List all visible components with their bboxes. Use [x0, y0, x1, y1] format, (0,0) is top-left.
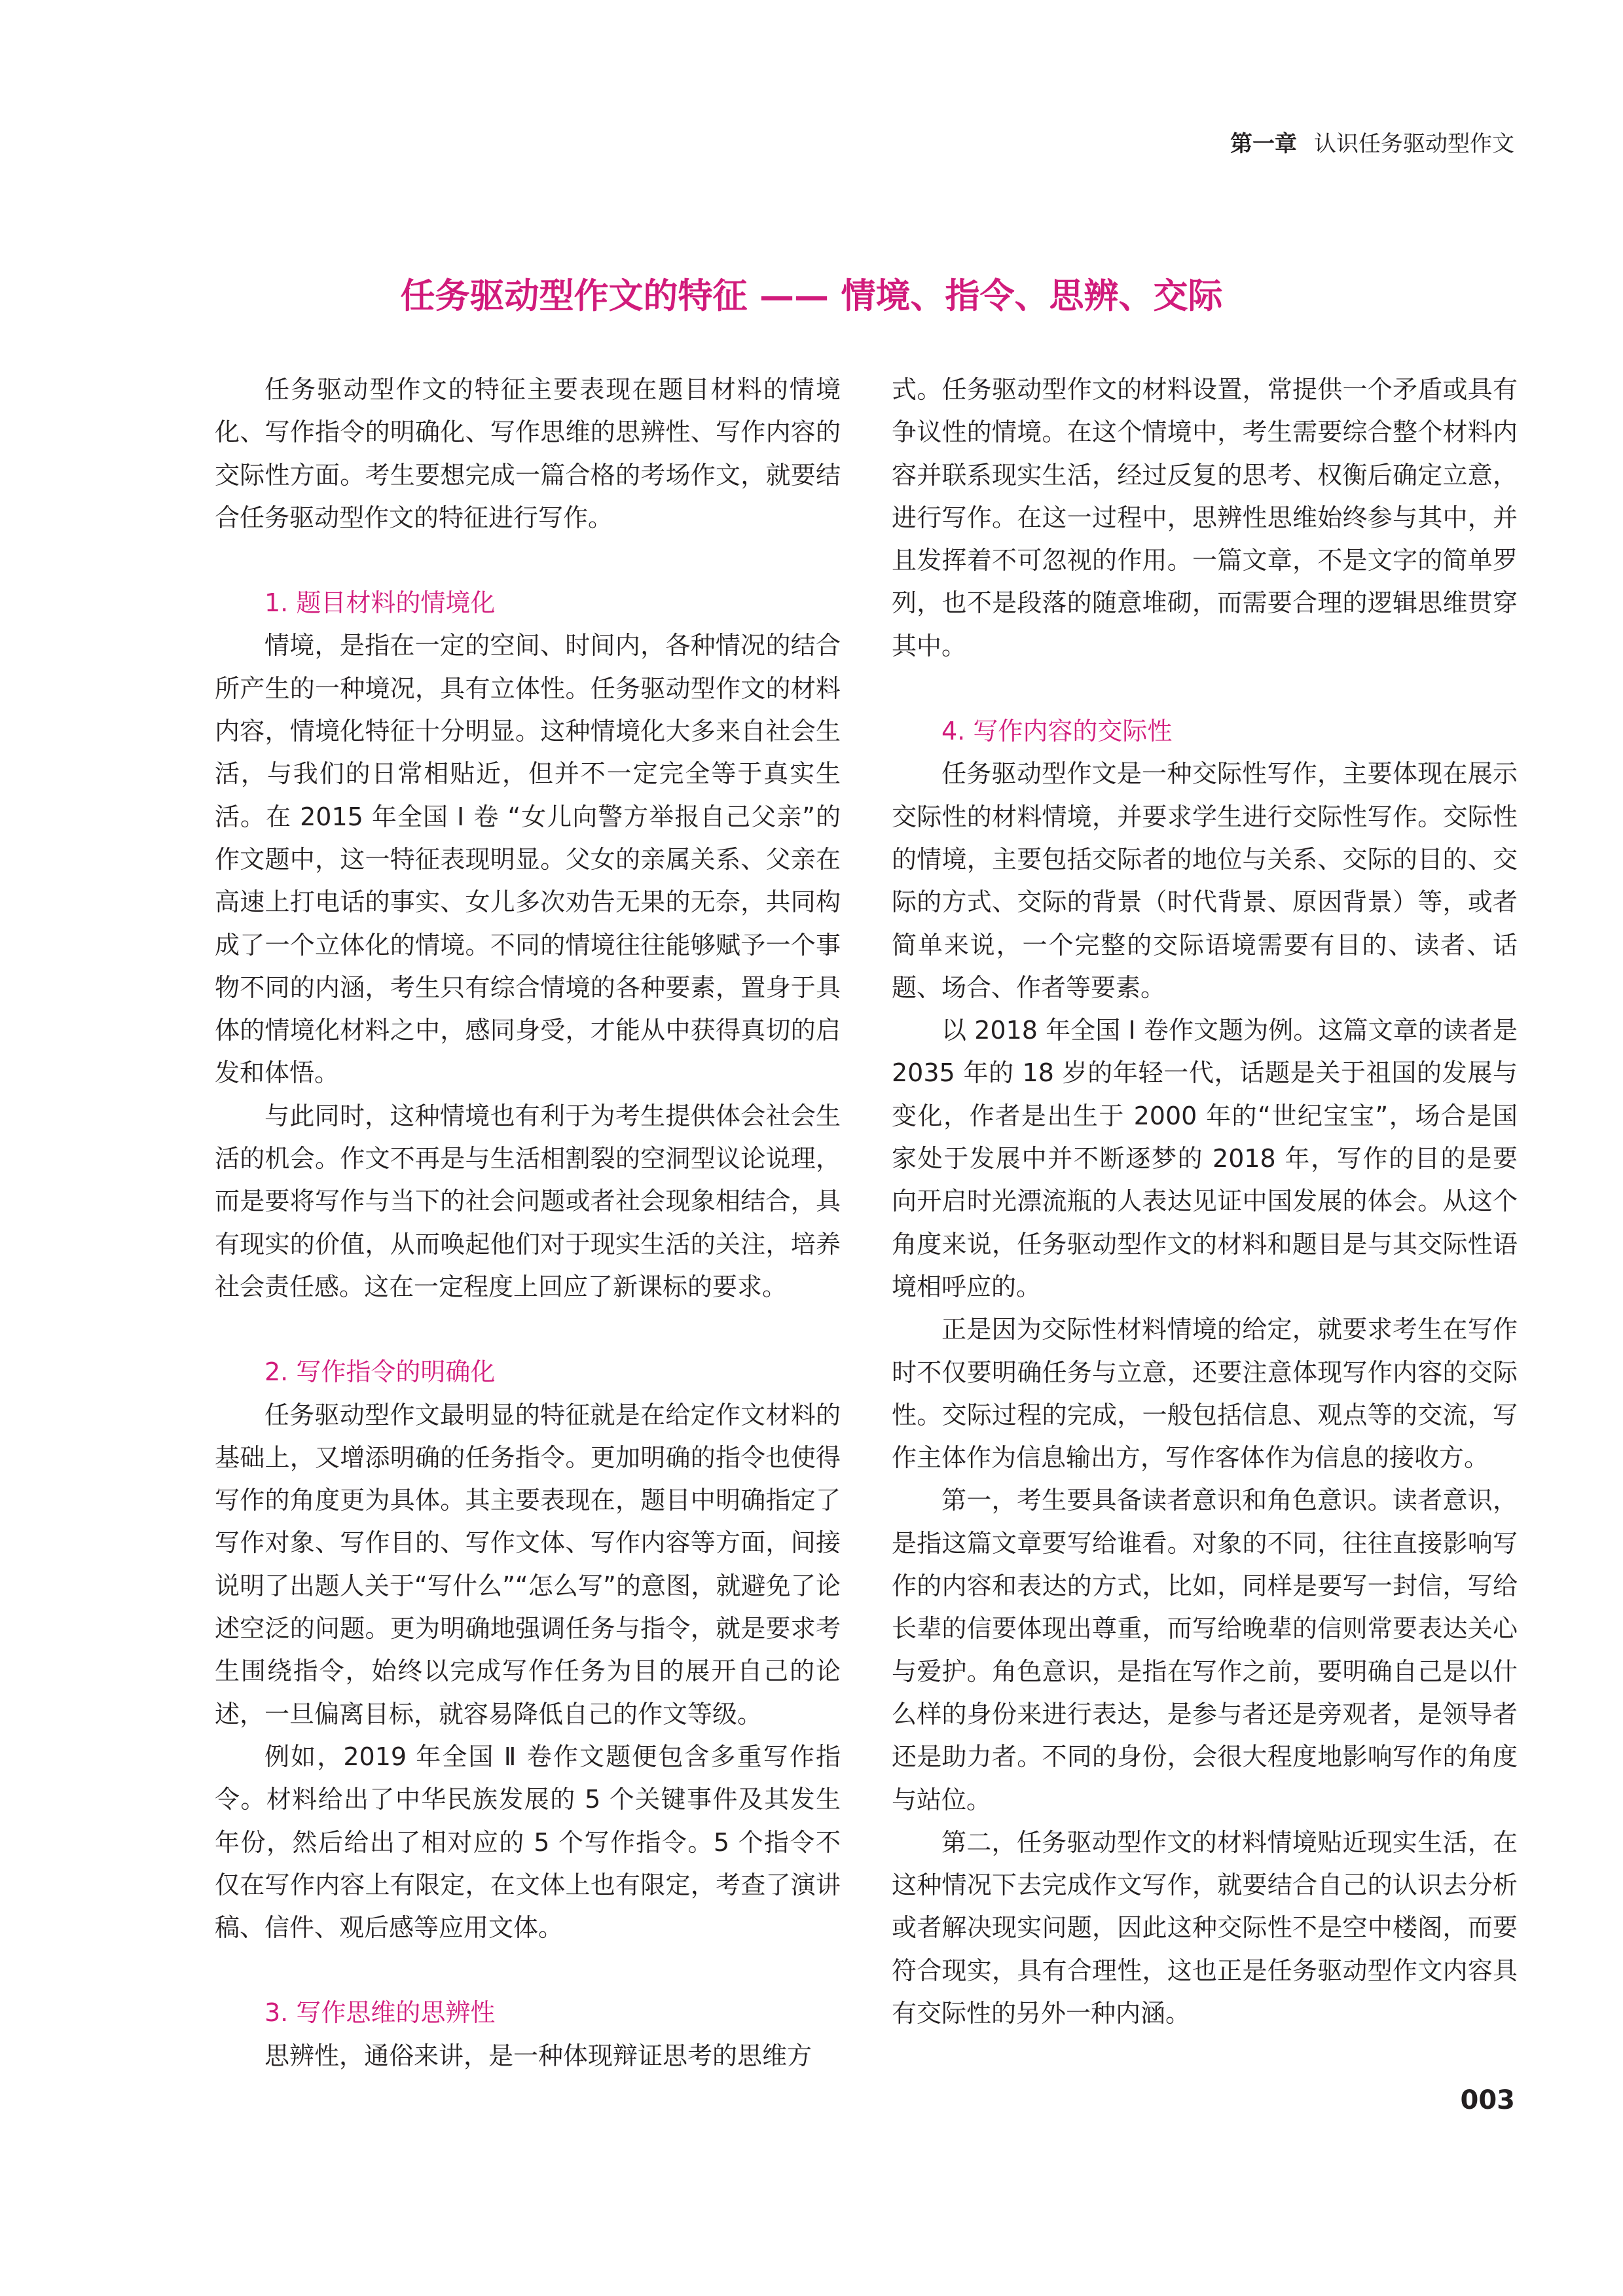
section-heading-2: 2. 写作指令的明确化	[264, 1357, 496, 1387]
paragraph: 第二，任务驱动型作文的材料情境贴近现实生活，在这种情况下去完成作文写作，就要结合自己的认识去分析或者解决现实问题，因此这种交际性不是空中楼阁，而要符合现实，具有合理性，这也正是任务驱动型作文内容具有交际性的另外一种内涵。	[892, 1827, 1518, 2028]
paragraph: 任务驱动型作文最明显的特征就是在给定作文材料的基础上，又增添明确的任务指令。更加明确的指令也使得写作的角度更为具体。其主要表现在，题目中明确指定了写作对象、写作目的、写作文体、写作内容等方面，间接说明了出题人关于“写什么”“怎么写”的意图，就避免了论述空泛的问题。更为明确地强调任务与指令，就是要求考生围绕指令，始终以完成写作任务为目的展开自己的论述，一旦偏离目标，就容易降低自己的作文等级。	[215, 1400, 841, 1729]
chapter-label: 第一章	[1230, 131, 1297, 157]
left-column	[215, 368, 841, 2077]
running-head	[1230, 131, 1514, 157]
section-heading-1: 1. 题目材料的情境化	[264, 588, 496, 618]
paragraph: 与此同时，这种情境也有利于为考生提供体会社会生活的机会。作文不再是与生活相割裂的空洞型议论说理，而是要将写作与当下的社会问题或者社会现象相结合，具有现实的价值，从而唤起他们对于现实生活的关注，培养社会责任感。这在一定程度上回应了新课标的要求。	[215, 1101, 841, 1301]
right-column	[892, 368, 1518, 2035]
continued-paragraph: 式。任务驱动型作文的材料设置，常提供一个矛盾或具有争议性的情境。在这个情境中，考生需要综合整个材料内容并联系现实生活，经过反复的思考、权衡后确定立意，进行写作。在这一过程中，思辨性思维始终参与其中，并且发挥着不可忽视的作用。一篇文章，不是文字的简单罗列，也不是段落的随意堆砌，而需要合理的逻辑思维贯穿其中。	[892, 375, 1518, 660]
paragraph: 第一，考生要具备读者意识和角色意识。读者意识，是指这篇文章要写给谁看。对象的不同，往往直接影响写作的内容和表达的方式，比如，同样是要写一封信，写给长辈的信要体现出尊重，而写给晚辈的信则常要表达关心与爱护。角色意识，是指在写作之前，要明确自己是以什么样的身份来进行表达，是参与者还是旁观者，是领导者还是助力者。不同的身份，会很大程度地影响写作的角度与站位。	[892, 1486, 1518, 1814]
page-title: 任务驱动型作文的特征 —— 情境、指令、思辨、交际	[400, 276, 1223, 316]
paragraph: 任务驱动型作文是一种交际性写作，主要体现在展示交际性的材料情境，并要求学生进行交际性写作。交际性的情境，主要包括交际者的地位与关系、交际的目的、交际的方式、交际的背景（时代背景、原因背景）等，或者简单来说，一个完整的交际语境需要有目的、读者、话题、场合、作者等要素。	[892, 759, 1518, 1002]
intro-paragraph: 任务驱动型作文的特征主要表现在题目材料的情境化、写作指令的明确化、写作思维的思辨性、写作内容的交际性方面。考生要想完成一篇合格的考场作文，就要结合任务驱动型作文的特征进行写作。	[215, 375, 841, 532]
chapter-title: 认识任务驱动型作文	[1314, 131, 1514, 157]
section-heading-4: 4. 写作内容的交际性	[941, 717, 1173, 746]
paragraph: 例如，2019 年全国 Ⅱ 卷作文题便包含多重写作指令。材料给出了中华民族发展的 5 个关键事件及其发生年份，然后给出了相对应的 5 个写作指令。5 个指令不仅在写作内容上有限定，在文体上也有限定，考查了演讲稿、信件、观后感等应用文体。	[215, 1742, 841, 1943]
paragraph: 情境，是指在一定的空间、时间内，各种情况的结合所产生的一种境况，具有立体性。任务驱动型作文的材料内容，情境化特征十分明显。这种情境化大多来自社会生活，与我们的日常相贴近，但并不一定完全等于真实生活。在 2015 年全国 Ⅰ 卷 “女儿向警方举报自己父亲”的作文题中，这一特征表现明显。父女的亲属关系、父亲在高速上打电话的事实、女儿多次劝告无果的无奈，共同构成了一个立体化的情境。不同的情境往往能够赋予一个事物不同的内涵，考生只有综合情境的各种要素，置身于具体的情境化材料之中，感同身受，才能从中获得真切的启发和体悟。	[215, 631, 841, 1088]
paragraph: 思辨性，通俗来讲，是一种体现辩证思考的思维方	[264, 2041, 812, 2070]
section-heading-3: 3. 写作思维的思辨性	[264, 1998, 496, 2028]
paragraph: 正是因为交际性材料情境的给定，就要求考生在写作时不仅要明确任务与立意，还要注意体现写作内容的交际性。交际过程的完成，一般包括信息、观点等的交流，写作主体作为信息输出方，写作客体作为信息的接收方。	[892, 1315, 1518, 1473]
paragraph: 以 2018 年全国 Ⅰ 卷作文题为例。这篇文章的读者是 2035 年的 18 岁的年轻一代，话题是关于祖国的发展与变化，作者是出生于 2000 年的“世纪宝宝”，场合是国家处于发展中并不断逐梦的 2018 年，写作的目的是要向开启时光漂流瓶的人表达见证中国发展的体会。从这个角度来说，任务驱动型作文的材料和题目是与其交际性语境相呼应的。	[892, 1016, 1518, 1301]
page-number: 003	[1460, 2085, 1515, 2115]
